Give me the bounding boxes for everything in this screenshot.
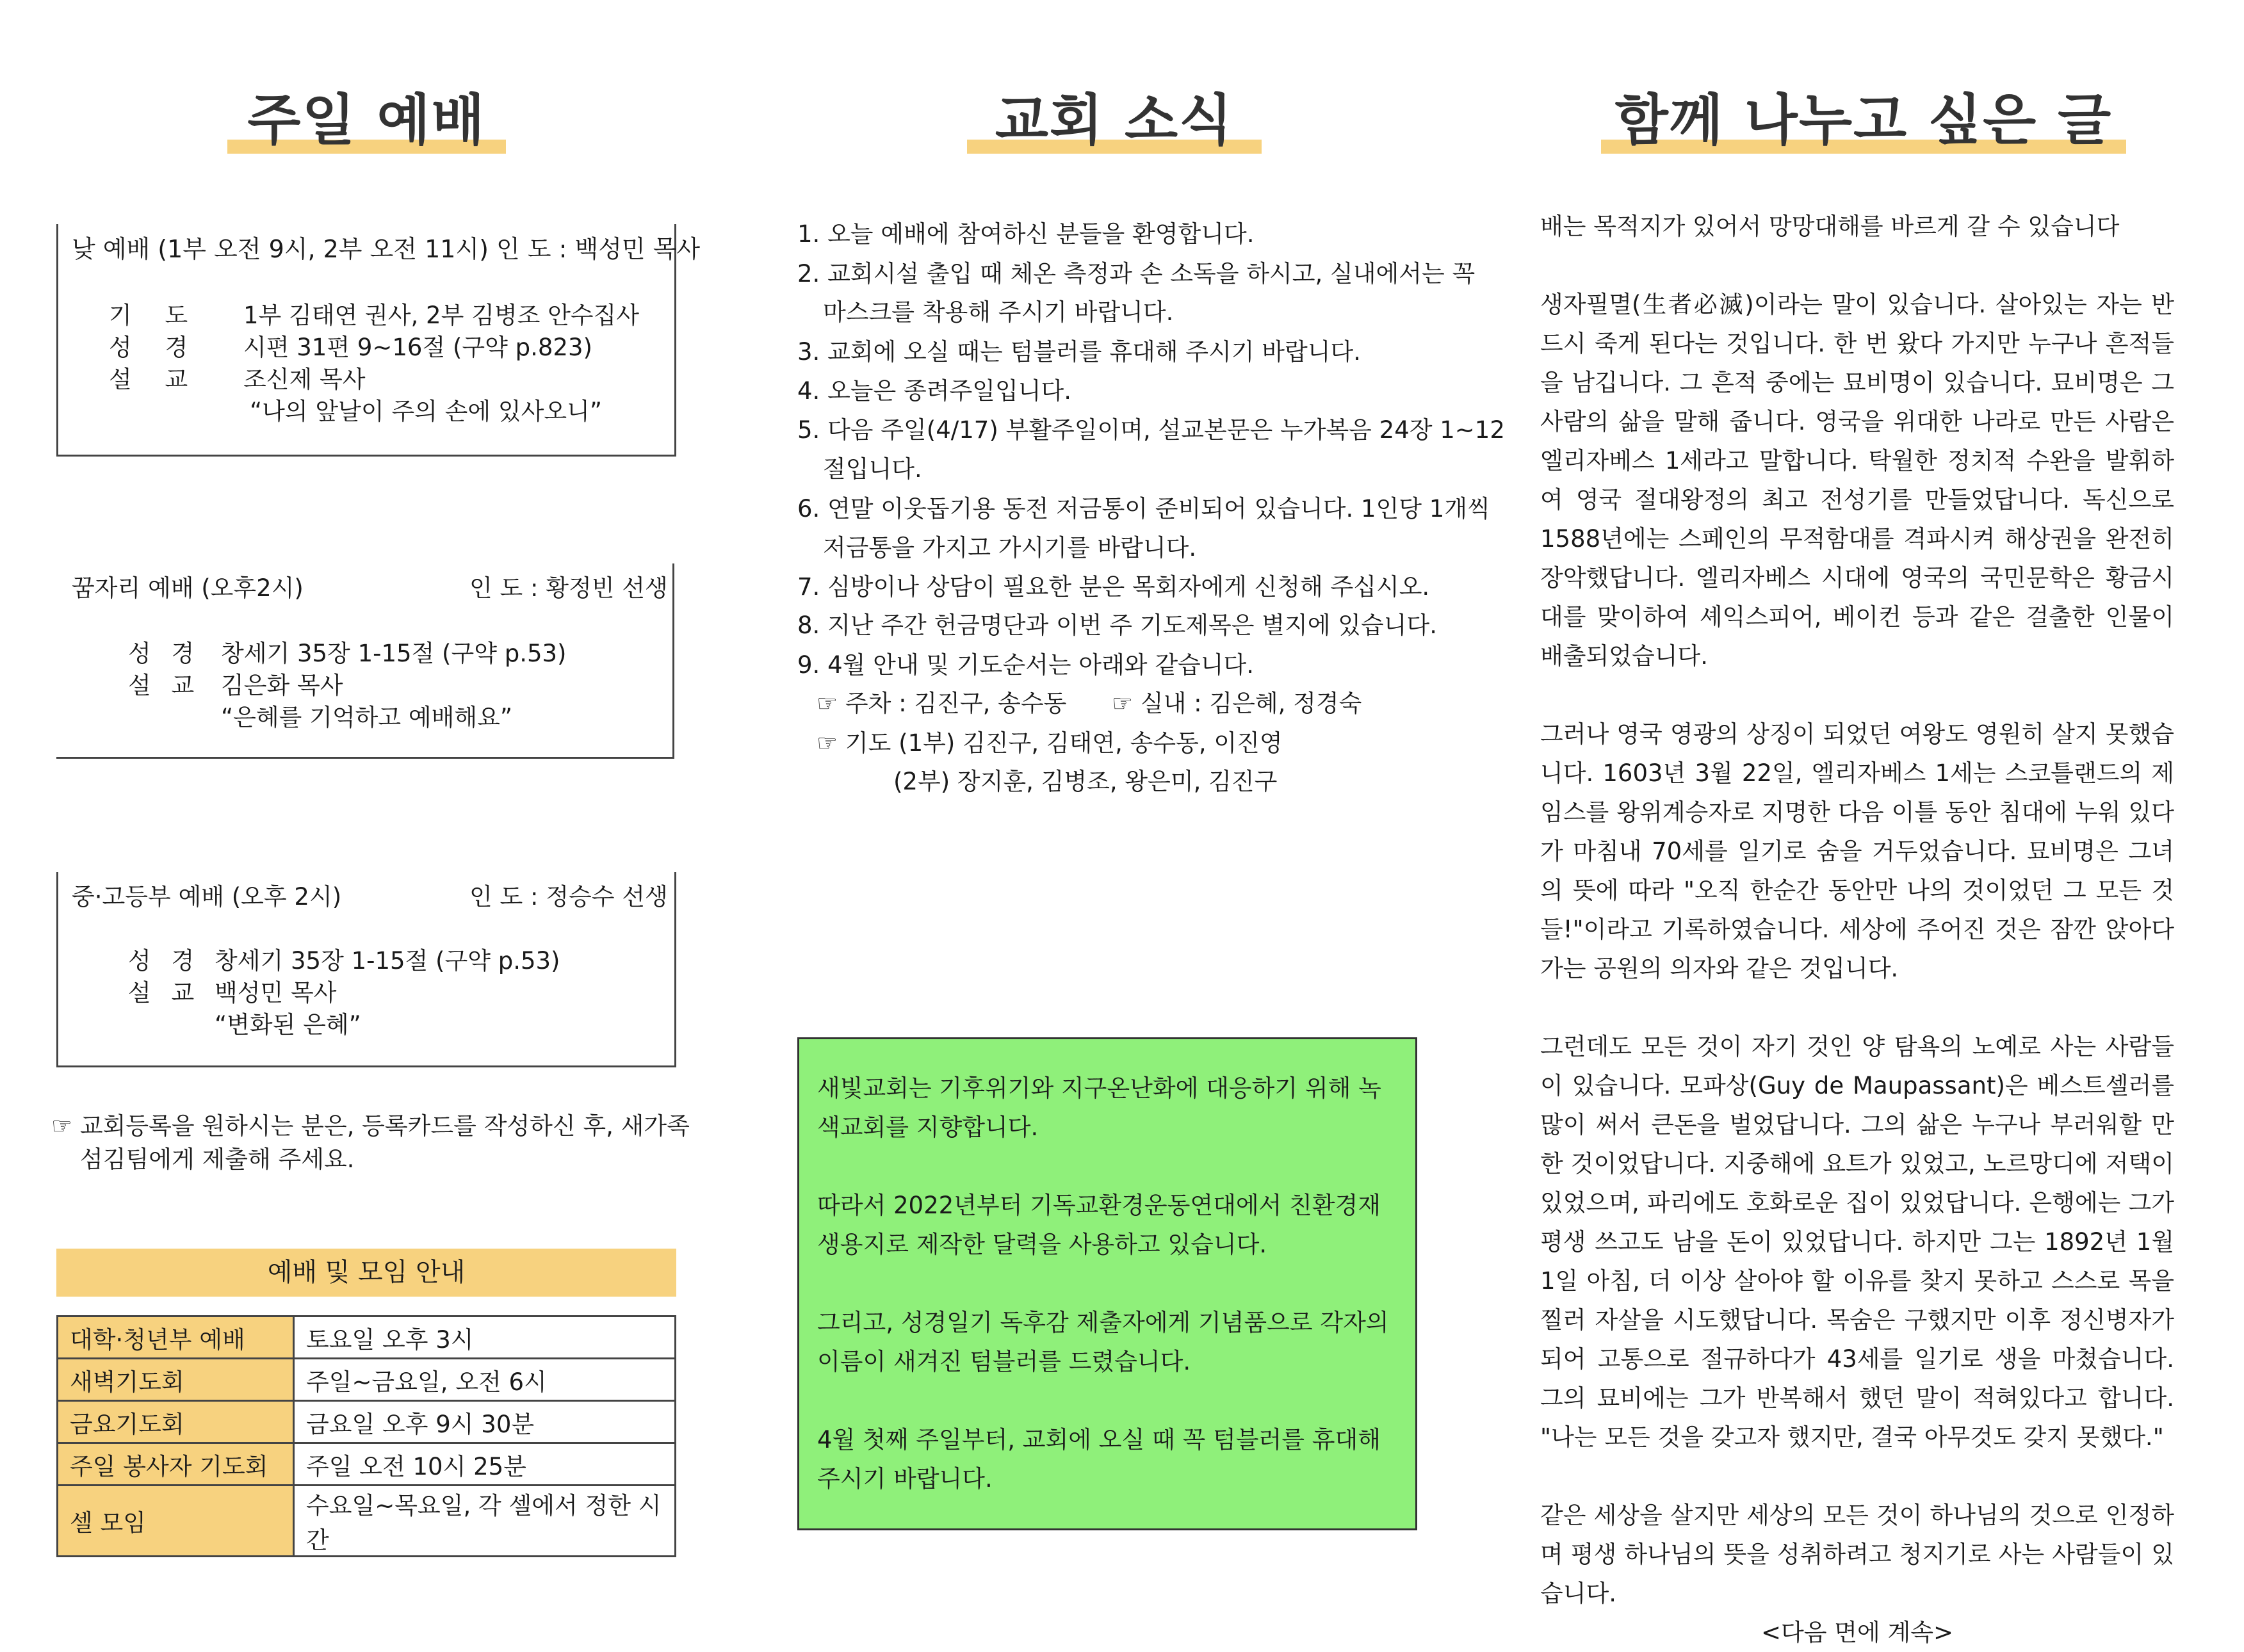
news-item-7: 7. 심방이나 상담이 필요한 분은 목회자에게 신청해 주십시오. (797, 573, 1430, 601)
news-item-6-cont: 저금통을 가지고 가시기를 바랍니다. (823, 534, 1197, 562)
kids-scripture-value: 창세기 35장 1-15절 (구약 p.53) (221, 640, 567, 667)
news-item-4: 4. 오늘은 종려주일입니다. (797, 377, 1072, 405)
youth-sermon-title: “변화된 은혜” (215, 1011, 361, 1039)
continued-note: <다음 면에 계속> (1761, 1619, 1953, 1646)
article-title-block (1601, 76, 2126, 152)
youth-service-leader: 인 도 : 정승수 선생 (469, 883, 668, 911)
news-item-1: 1. 오늘 예배에 참여하신 분들을 환영합니다. (797, 220, 1255, 248)
kids-sermon-label: 설 교 (128, 672, 201, 699)
sermon-label: 설 교 (109, 366, 201, 393)
kids-service-header: 꿈자리 예배 (오후2시) (72, 574, 304, 602)
schedule-title-bar (56, 1249, 676, 1297)
article-para-4: 그런데도 모든 것이 자기 것인 양 탐욕의 노예로 사는 사람들이 있습니다. 모파상(Guy de Maupassant)은 베스트셀러를 많이 써서 큰돈을 벌었답니다. 그의 삶은 누구나 부러워할 만한 것이었답니다. 지중해에 요트가 있었고, 노르망디에 저택이 있었으며, 파리에도 호화로운 집이 있었답니다. 은행에는 그가 평생 쓰고도 남을 돈이 있었답니다. 하지만 그는 1892년 1월 1일 아침, 더 이상 살아야 할 이유를 찾지 못하고 스스로 목을 찔러 자살을 시도했답니다. 목숨은 구했지만 이후 정신병자가 되어 고통으로 절규하다가 43세를 일기로 생을 마쳤습니다. 그의 묘비에는 그가 반복해서 했던 말이 적혀있다고 합니다. "나는 모든 것을 갖고자 했지만, 결국 아무것도 갖지 못했다." (1540, 1033, 2174, 1451)
green-notice-para-4: 4월 첫째 주일부터, 교회에 오실 때 꼭 텀블러를 휴대해 주시기 바랍니다. (817, 1426, 1381, 1493)
schedule-table (56, 1315, 676, 1557)
table-row (58, 1401, 676, 1443)
schedule-name: 셀 모임 (58, 1486, 294, 1557)
youth-sermon-label: 설 교 (128, 979, 201, 1007)
worship-title: 주일 예배 (247, 88, 486, 152)
table-row (58, 1316, 676, 1359)
youth-scripture-value: 창세기 35장 1-15절 (구약 p.53) (215, 947, 560, 975)
green-notice-para-3: 그리고, 성경일기 독후감 제출자에게 기념품으로 각자의 이름이 새겨진 텀블러를 드렸습니다. (817, 1309, 1389, 1375)
kids-sermon-title: “은혜를 기억하고 예배해요” (221, 704, 513, 731)
news-item-2-cont: 마스크를 착용해 주시기 바랍니다. (823, 298, 1174, 326)
schedule-title: 예배 및 모임 안내 (267, 1258, 466, 1287)
schedule-time: 주일 오전 10시 25분 (294, 1443, 676, 1486)
schedule-time: 수요일~목요일, 각 셀에서 정한 시간 (294, 1486, 676, 1557)
schedule-name: 대학·청년부 예배 (58, 1316, 294, 1359)
article-para-2: 생자필멸(生者必滅)이라는 말이 있습니다. 살아있는 자는 반드시 죽게 된다는 것입니다. 한 번 왔다 가지만 누구나 흔적들을 남깁니다. 그 흔적 중에는 묘비명이 있습니다. 묘비명은 그 사람의 삶을 말해 줍니다. 영국을 위대한 나라로 만든 사람은 엘리자베스 1세라고 말합니다. 탁월한 정치적 수완을 발휘하여 영국 절대왕정의 최고 전성기를 만들었답니다. 독신으로 1588년에는 스페인의 무적함대를 격파시켜 해상권을 완전히 장악했답니다. 엘리자베스 시대에 영국의 국민문학은 황금시대를 맞이하여 셰익스피어, 베이컨 등과 같은 걸출한 인물이 배출되었습니다. (1540, 291, 2174, 670)
prayer-label: 기 도 (109, 302, 201, 329)
green-notice-para-1: 새빛교회는 기후위기와 지구온난화에 대응하기 위해 녹색교회를 지향합니다. (817, 1074, 1381, 1141)
kids-preacher-value: 김은화 목사 (221, 672, 343, 699)
news-title: 교회 소식 (995, 88, 1234, 152)
youth-service-header: 중·고등부 예배 (오후 2시) (72, 883, 342, 911)
news-item-9: 9. 4월 안내 및 기도순서는 아래와 같습니다. (797, 651, 1255, 679)
schedule-time: 금요일 오후 9시 30분 (294, 1401, 676, 1443)
registration-note-line1: ☞ 교회등록을 원하시는 분은, 등록카드를 작성하신 후, 새가족 (51, 1112, 690, 1140)
kids-scripture-label: 성 경 (128, 640, 201, 667)
article-para-5: 같은 세상을 살지만 세상의 모든 것이 하나님의 것으로 인정하며 평생 하나님의 뜻을 성취하려고 청지기로 사는 사람들이 있습니다. (1540, 1502, 2174, 1607)
schedule-time: 토요일 오후 3시 (294, 1316, 676, 1359)
article-para-3: 그러나 영국 영광의 상징이 되었던 여왕도 영원히 살지 못했습니다. 1603년 3월 22일, 엘리자베스 1세는 스코틀랜드의 제임스를 왕위계승자로 지명한 다음 이틀 동안 침대에 누워 있다가 마침내 70세를 일기로 숨을 거두었습니다. 묘비명은 그녀의 뜻에 따라 "오직 한순간 동안만 나의 것이었던 그 모든 것들!"이라고 기록하였습니다. 세상에 주어진 것은 잠깐 앉아다 가는 공원의 의자와 같은 것입니다. (1540, 720, 2174, 982)
registration-note-line2: 섬김팀에게 제출해 주세요. (80, 1146, 355, 1173)
schedule-time: 주일~금요일, 오전 6시 (294, 1359, 676, 1401)
youth-scripture-label: 성 경 (128, 947, 201, 975)
news-item-8: 8. 지난 주간 헌금명단과 이번 주 기도제목은 별지에 있습니다. (797, 611, 1437, 639)
preacher-value: 조신제 목사 (243, 366, 366, 393)
kids-service-leader: 인 도 : 황정빈 선생 (469, 574, 668, 602)
worship-title-block (227, 76, 506, 152)
youth-preacher-value: 백성민 목사 (215, 979, 337, 1007)
news-item-3: 3. 교회에 오실 때는 텀블러를 휴대해 주시기 바랍니다. (797, 338, 1361, 366)
article-body (1540, 207, 2174, 1652)
news-item-2: 2. 교회시설 출입 때 체온 측정과 손 소독을 하시고, 실내에서는 꼭 (797, 260, 1476, 287)
news-item-6: 6. 연말 이웃돕기용 동전 저금통이 준비되어 있습니다. 1인당 1개씩 (797, 495, 1490, 522)
article-para-1: 배는 목적지가 있어서 망망대해를 바르게 갈 수 있습니다 (1540, 213, 2120, 240)
duty-parking-indoor: ☞ 주차 : 김진구, 송수동 ☞ 실내 : 김은혜, 정경숙 (817, 690, 1362, 717)
news-item-5-cont: 절입니다. (823, 455, 922, 483)
news-item-5: 5. 다음 주일(4/17) 부활주일이며, 설교본문은 누가복음 24장 1~12 (797, 416, 1505, 444)
schedule-name: 주일 봉사자 기도회 (58, 1443, 294, 1486)
table-row (58, 1443, 676, 1486)
green-church-notice (797, 1037, 1417, 1530)
prayer-value: 1부 김태연 권사, 2부 김병조 안수집사 (243, 302, 640, 329)
schedule-name: 금요기도회 (58, 1401, 294, 1443)
table-row (58, 1486, 676, 1557)
schedule-name: 새벽기도회 (58, 1359, 294, 1401)
duty-prayer-1: ☞ 기도 (1부) 김진구, 김태연, 송수동, 이진영 (817, 729, 1283, 757)
table-row (58, 1359, 676, 1401)
news-title-block (967, 76, 1262, 152)
article-title: 함께 나누고 싶은 글 (1614, 88, 2113, 152)
sermon-title: “나의 앞날이 주의 손에 있사오니” (250, 398, 603, 425)
scripture-value: 시편 31편 9~16절 (구약 p.823) (243, 334, 592, 361)
green-notice-para-2: 따라서 2022년부터 기독교환경운동연대에서 친환경재생용지로 제작한 달력을 사용하고 있습니다. (817, 1192, 1381, 1258)
day-service-header: 낮 예배 (1부 오전 9시, 2부 오전 11시) 인 도 : 백성민 목사 (72, 235, 701, 263)
scripture-label: 성 경 (109, 334, 201, 361)
duty-prayer-2: (2부) 장지훈, 김병조, 왕은미, 김진구 (893, 768, 1278, 795)
